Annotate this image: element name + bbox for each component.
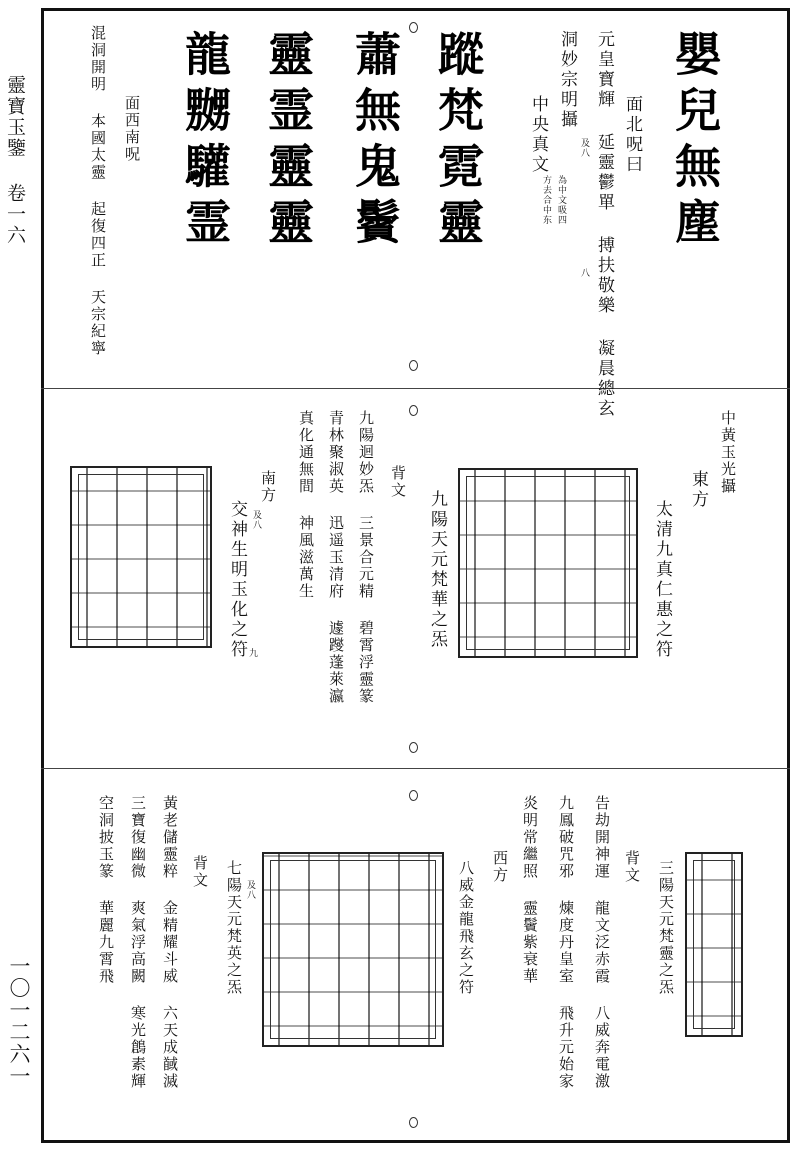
back-text-line: 黃老儲靈粹 金精耀斗威 六天成馘滅 bbox=[161, 795, 179, 1090]
back-text-line: 炎明常繼照 靈鬢紫衰華 bbox=[521, 795, 539, 985]
page-number-margin: 一〇一二六一 bbox=[7, 955, 31, 1087]
book-title-margin: 靈寶玉鑒 卷一六 bbox=[4, 75, 26, 246]
section-divider-1 bbox=[41, 388, 790, 389]
annotation-small: 九 bbox=[247, 648, 257, 658]
annotation-small: 及八 bbox=[251, 510, 261, 530]
east-seal-image bbox=[458, 468, 638, 658]
binding-hole bbox=[409, 360, 418, 371]
south-direction: 南方 bbox=[259, 470, 277, 504]
north-incantation-line: 元皇寶輝 延靈鬱單 搏扶敬樂 凝晨總玄 bbox=[594, 30, 614, 419]
south-seal-image bbox=[70, 466, 212, 648]
north-incantation-label: 面北呪曰 bbox=[622, 95, 642, 175]
annotation-small: 及八 bbox=[579, 138, 589, 158]
talisman-column: 靈霊靈靈 bbox=[261, 30, 315, 254]
east-talisman-name: 太清九真仁惠之符 bbox=[652, 500, 672, 660]
talisman-column: 嬰兒無塵 bbox=[668, 30, 722, 254]
east-header: 中黃玉光攝 bbox=[719, 410, 737, 495]
southwest-incantation-line: 混洞開明 本國太靈 起復四正 天宗紀寧 bbox=[89, 25, 107, 357]
back-text-label: 背文 bbox=[389, 465, 407, 499]
binding-hole bbox=[409, 742, 418, 753]
talisman-column: 蕭無鬼鬢 bbox=[348, 30, 402, 254]
binding-hole bbox=[409, 790, 418, 801]
section-divider-2 bbox=[41, 768, 790, 769]
west-talisman-name: 八威金龍飛玄之符 bbox=[457, 860, 475, 996]
southwest-incantation-label: 面西南呪 bbox=[123, 95, 141, 163]
annotation-small: 方去合中东 bbox=[541, 175, 551, 225]
back-text-line: 空洞披玉篆 華麗九霄飛 bbox=[97, 795, 115, 985]
back-text-line: 九陽迴妙炁 三景合元精 碧霄浮靈篆 bbox=[357, 410, 375, 705]
annotation-small: 為中文吸四 bbox=[556, 175, 566, 225]
talisman-column: 蹤梵霓靈 bbox=[431, 30, 485, 254]
west-direction: 西方 bbox=[491, 850, 509, 884]
east-seal-caption: 九陽天元梵華之炁 bbox=[427, 490, 447, 650]
seal7-caption: 七陽天元梵英之炁 bbox=[225, 860, 243, 996]
back-text-label: 背文 bbox=[623, 850, 641, 884]
back-text-line: 青林聚淑英 迅遥玉清府 遽躞蓬萊瀛 bbox=[327, 410, 345, 705]
west-seal-image bbox=[262, 852, 444, 1047]
back-text-line: 九鳳破咒邪 煉度丹皇室 飛升元始家 bbox=[557, 795, 575, 1090]
annotation-small: 及八 bbox=[245, 880, 255, 900]
talisman-column: 龍嬲驩霊 bbox=[178, 30, 232, 254]
north-incantation-line: 洞妙宗明攝 bbox=[557, 30, 577, 130]
annotation-small: 八 bbox=[579, 268, 589, 278]
east-direction: 東方 bbox=[688, 470, 708, 510]
back-text-line: 真化通無間 神風滋萬生 bbox=[297, 410, 315, 600]
binding-hole bbox=[409, 1117, 418, 1128]
central-text-title: 中央真文 bbox=[528, 95, 548, 175]
south-talisman-name: 交神生明玉化之符 bbox=[227, 500, 247, 660]
binding-hole bbox=[409, 22, 418, 33]
binding-hole bbox=[409, 405, 418, 416]
back-text-line: 告劫開神運 龍文泛赤霞 八威奔電激 bbox=[593, 795, 611, 1090]
seal3-image bbox=[685, 852, 743, 1037]
seal3-caption: 三陽天元梵靈之炁 bbox=[657, 860, 675, 996]
back-text-line: 三寶復幽微 爽氣浮高闕 寒光鶬素輝 bbox=[129, 795, 147, 1090]
back-text-label: 背文 bbox=[191, 855, 209, 889]
